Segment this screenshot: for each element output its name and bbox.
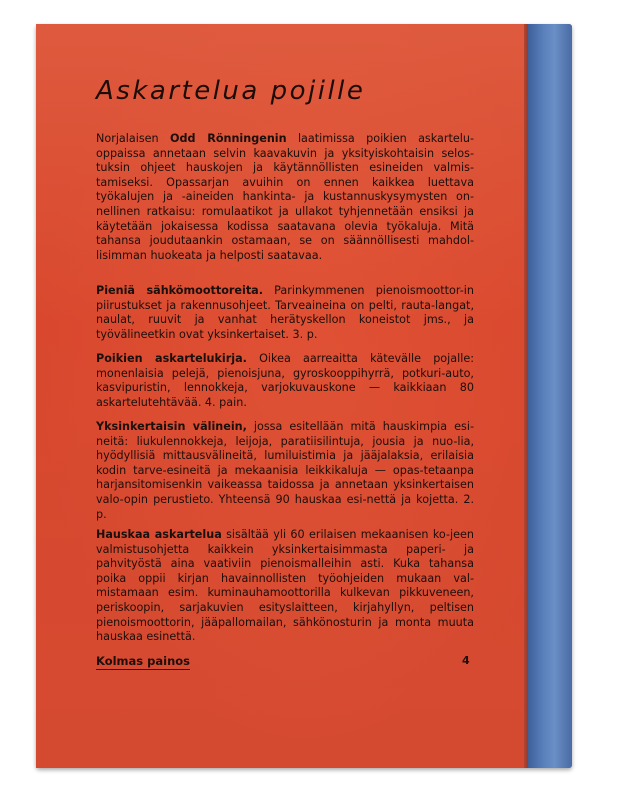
page-number: 4 — [462, 654, 470, 667]
book-title-hauskaa: Hauskaa askartelua — [96, 528, 222, 541]
cover-panel — [36, 24, 530, 768]
book-entry-moottorit — [96, 284, 474, 342]
book-title-moottorit: Pieniä sähkömoottoreita. — [96, 284, 263, 297]
intro-text-b: laatimissa poikien askartelu-oppaissa annetaan selvin kaavakuvin ja yksityiskohtaisin selos-tuksin ohjeet hauskojen ja käytännöllisten esineiden valmis-tamiseksi. Opassarjan avuihin on ennen kaikkea luettava työkalujen ja -aineiden hankinta- ja kustannuskysymysten on-nellinen ratkaisu: romulaatikot ja ullakot tyhjennetään ensiksi ja käytetään jokaisessa kodissa saatavana olevia työkaluja. Mitä tahansa joudutaankin ostamaan, se on säännöllisesti mahdol-lisimman huokeata ja helposti saatavaa. — [96, 132, 475, 262]
book-desc-moottorit: Parinkymmenen pienoismoottor-in piirustukset ja rakennusohjeet. Tarveaineina on pelti, rauta-langat, naulat, ruuvit ja vanhat herätyskellon koneistot jms., ja työvälineetkin ovat yksinkertaiset. 3. p. — [96, 284, 474, 341]
book-desc-hauskaa: sisältää yli 60 erilaisen mekaanisen ko-jeen valmistusohjetta kaikkein yksinkertaisimmasta paperi- ja pahvityöstä aina vaativiin pienoismalleihin asti. Kuka tahansa poika oppii kirjan havainnollisten työohjeiden mukaan val-mistamaan esim. kuminauhamoottorilla kulkevan pikkuveneen, periskoopin, sarjakuvien esityslaitteen, kirjahyllyn, peltisen pienoismoottorin, jääpallomailan, sähkönosturin ja monta muuta hauskaa esinettä. — [96, 528, 474, 644]
author-name: Odd Rönningenin — [170, 132, 287, 145]
cloth-spine — [528, 24, 572, 768]
book-entry-hauskaa — [96, 528, 474, 645]
book-desc-askartelukirja: Oikea aarreaitta kätevälle pojalle: monenlaisia pelejä, pienoisjuna, gyroskooppihyrrä, potkuri-auto, kasvipuristin, lennokkeja, varjokuvauskone — kaikkiaan 80 askartelutehtävää. 4. pain. — [96, 352, 474, 409]
intro-paragraph — [96, 132, 474, 263]
book-entry-valinein — [96, 420, 474, 522]
book-back-cover — [36, 24, 572, 768]
book-title-valinein: Yksinkertaisin välinein, — [96, 420, 247, 433]
book-entry-askartelukirja — [96, 352, 474, 410]
cover-title: Askartelua pojille — [96, 76, 366, 106]
edition-label: Kolmas painos — [96, 654, 191, 668]
intro-text-a: Norjalaisen — [96, 132, 170, 145]
book-title-askartelukirja: Poikien askartelukirja. — [96, 352, 247, 365]
book-desc-valinein: jossa esitellään mitä hauskimpia esi-neitä: liukulennokkeja, leijoja, paratiisilintuja, jousia ja nuo-lia, hyödyllisiä mittausvälineitä, lumiluistimia ja jääjalaksia, erilaisia kodin tarve-esineitä ja mekaanisia leikkikaluja — opas-tetaanpa harjansitomisenkin vaikeassa taidossa ja annetaan yksinkertaisen valo-opin perustieto. Yhteensä 90 hauskaa esi-nettä ja kojetta. 2. p. — [96, 420, 474, 521]
